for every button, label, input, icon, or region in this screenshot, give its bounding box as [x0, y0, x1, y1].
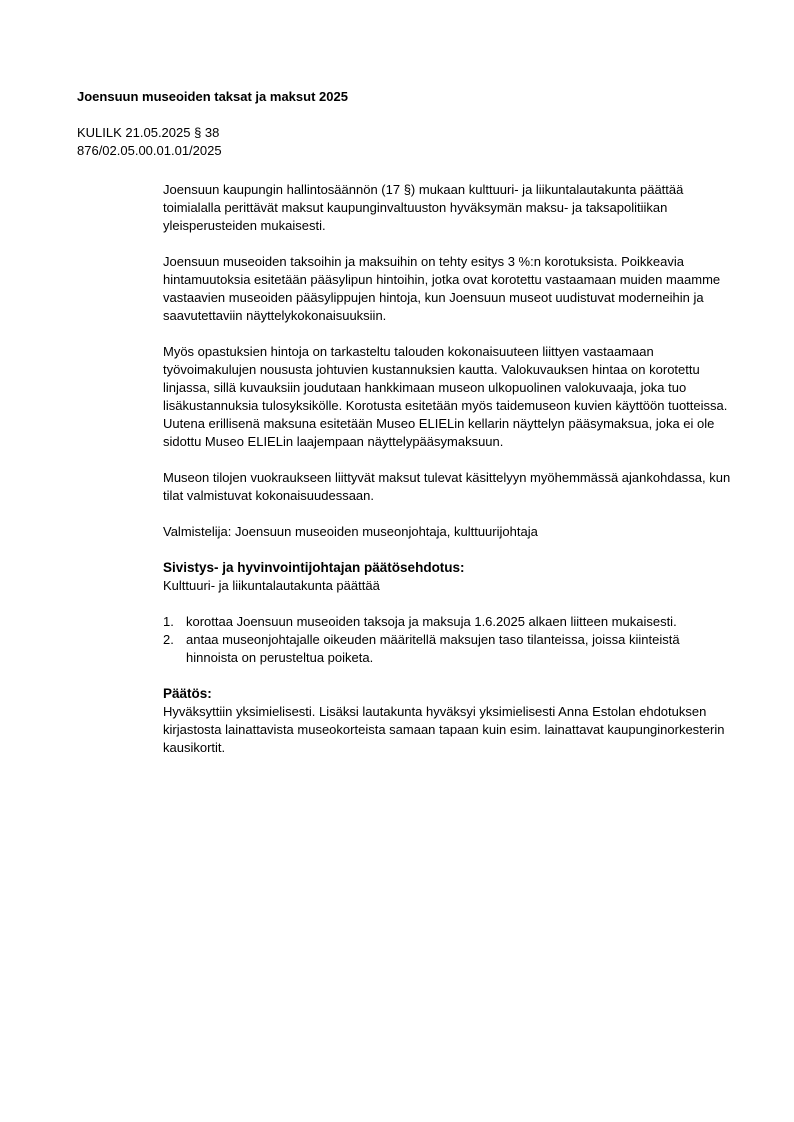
document-title: Joensuun museoiden taksat ja maksut 2025 — [77, 89, 348, 104]
preparer-line: Valmistelija: Joensuun museoiden museonjohtaja, kulttuurijohtaja — [163, 524, 538, 539]
list-item-number: 2. — [163, 632, 174, 647]
paragraph: Joensuun kaupungin hallintosäännön (17 §) mukaan kulttuuri- ja liikuntalautakunta päättää toimialalla perittävät maksut kaupunginvaltuuston hyväksymän maksu- ja taksapolitiikan yleisperusteiden mukaisesti. — [163, 182, 684, 233]
paragraph: Myös opastuksien hintoja on tarkasteltu talouden kokonaisuuteen liittyen vastaamaan työvoimakulujen noususta johtuvien kustannuksien kautta. Valokuvauksen hintaa on korotettu linjassa, sillä kuvauksiin joudutaan hankkimaan museon ulkopuolinen valokuvaaja, joka tuo lisäkustannuksia tulosyksikölle. Korotusta esitetään myös taidemuseon kuvien käyttöön tuotteissa. Uutena erillisenä maksuna esitetään Museo ELIELin kellarin näyttelyn pääsymaksua, joka ei ole sidottu Museo ELIELin laajempaan näyttelypääsymaksuun. — [163, 344, 728, 449]
list-item-text: korottaa Joensuun museoiden taksoja ja maksuja 1.6.2025 alkaen liitteen mukaisesti. — [186, 614, 677, 629]
list-item — [163, 631, 733, 667]
paragraph: Joensuun museoiden taksoihin ja maksuihin on tehty esitys 3 %:n korotuksista. Poikkeavia hintamuutoksia esitetään pääsylipun hintoihin, jotka ovat korotettu vastaamaan muiden maamme vastaavien museoiden pääsylippujen hintoja, kun Joensuun museot uudistuvat moderneihin ja saavutettaviin näyttelykokonaisuuksiin. — [163, 254, 721, 323]
list-item — [163, 613, 733, 631]
list-item-number: 1. — [163, 614, 174, 629]
case-number: 876/02.05.00.01.01/2025 — [77, 143, 222, 158]
list-item-text: antaa museonjohtajalle oikeuden määritellä maksujen taso tilanteissa, joissa kiinteistä hinnoista on perusteltua poiketa. — [186, 632, 680, 665]
proposal-heading: Sivistys- ja hyvinvointijohtajan päätösehdotus: — [163, 560, 465, 575]
document-meta — [77, 124, 477, 160]
document-body — [163, 181, 733, 757]
decision-text: Hyväksyttiin yksimielisesti. Lisäksi lautakunta hyväksyi yksimielisesti Anna Estolan ehdotuksen kirjastosta lainattavista museokorteista samaan tapaan kuin esim. lainattavat kaupunginorkesterin kausikortit. — [163, 704, 725, 755]
proposal-intro: Kulttuuri- ja liikuntalautakunta päättää — [163, 578, 380, 593]
meeting-reference: KULILK 21.05.2025 § 38 — [77, 125, 220, 140]
decision-heading: Päätös: — [163, 686, 212, 701]
paragraph: Museon tilojen vuokraukseen liittyvät maksut tulevat käsittelyyn myöhemmässä ajankohdassa, kun tilat valmistuvat kokonaisuudessaan. — [163, 470, 731, 503]
proposal-list — [163, 613, 733, 667]
